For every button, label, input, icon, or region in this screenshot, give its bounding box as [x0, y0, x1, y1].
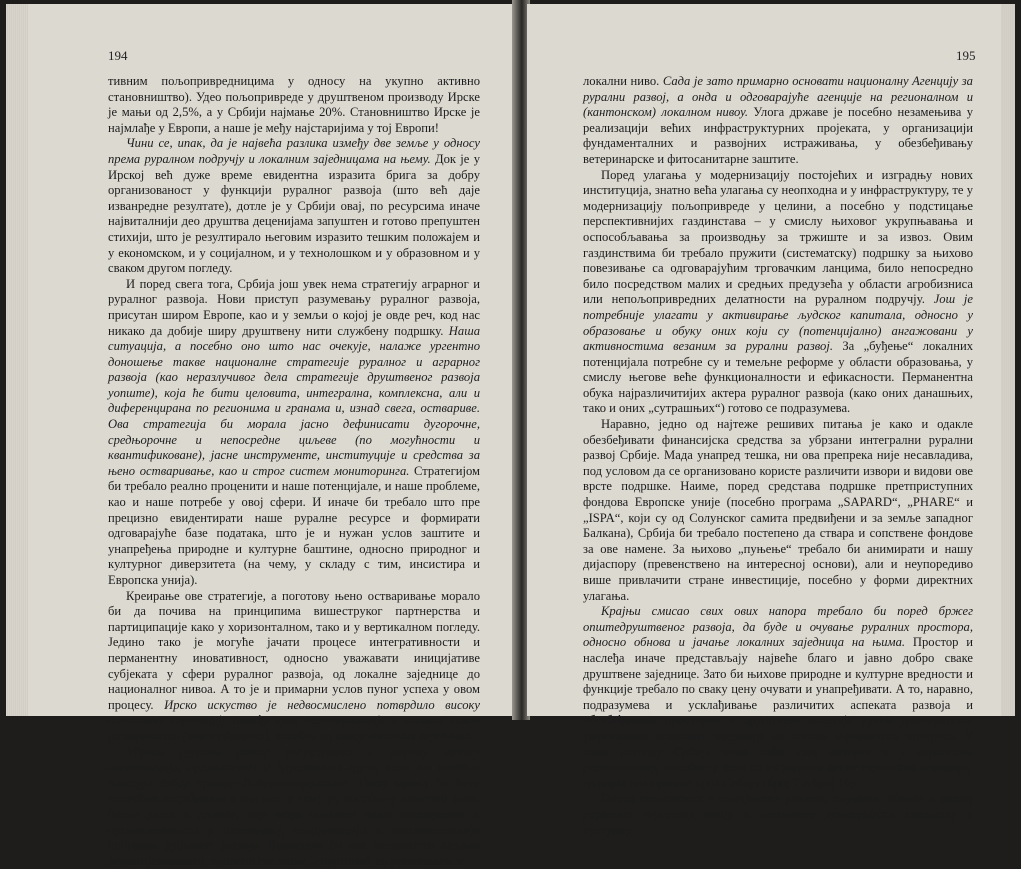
- page-edges-left: [6, 4, 28, 716]
- text-run: Поред улагања у модернизацију постојећих и изградњу нових институција, знатно већа улагања су неопходна и у инфраструктуру, те у модернизацију пољопривреде у целини, а посебно у подстицање перспективнијих газдинстава – у смислу њиховог укрупњавања и оспособљавања за производњу за тржиште и за извоз. Овим газдинствима би требало пружити (систематску) подршку за њихово повезивање са одговарајућим трговачким ланцима, било непосредно било посредством малих и средњих предузећа у области агробизниса или непољопривредних делатности на руралном подручју.: [583, 167, 973, 307]
- right-page-body: [583, 74, 973, 838]
- text-run: Наравно, једно од најтеже решивих питања је како и одакле обезбеђивати финансијска средства за убрзани интегрални рурални развој Србије. Мада унапред тешка, ни ова препрека није несавладива, под условом да се организовано користе различити извори и видови ове врсте подршке. Наиме, поред средстава подршке претприступних фондова Европске уније (посебно програма „SAPARD“, „PHARE“ и „ISPA“, који су од Солунског самита предвиђени и за земље западног Балкана), Србија би требало постепено да ствара и сопствене фондове за ове намене. За њихово „пуњење“ требало би анимирати и нашу дијаспору (превенствено на интересној основи), али и неупоредиво више привлачити стране инвестиције, посебно у форми директних улагања.: [583, 417, 973, 603]
- italic-text-run: Сада је зато примарно основати националну Агенцију за рурални развој, а онда и одговарајуће агенције на регионалном и (кантонском) локалном нивоу.: [583, 74, 973, 120]
- text-run: Такву мрежу ће бити потребно изграђивати и код нас, у чему је, посебно у почетној фази, битна улога и државе, која мора показати више иницијативе и организованости у планирању, координацији и имплементацији програма руралног развоја. Временом би ове активности ваљало децентрализовати, односно све више „спуштати“ на регионални и: [108, 775, 481, 868]
- italic-text-run: Чини се, ипак, да је највећа разлика између две земље у односу према руралном подручју и локалним заједницама на њему.: [108, 136, 480, 166]
- italic-text-run: Још је потребније улагати у активирање људског капитала, односно у образовање и обуку оних који су (потенцијално) ангажовани у активностима везаним за рурални развој.: [583, 292, 973, 354]
- paragraph: [108, 589, 480, 745]
- italic-text-run: Крајњи смисао свих ових напора требало би поред бржег општедруштвеног развоја, да буде и очување руралних простора, односно обнова и јачање локалних заједница на њима.: [583, 604, 973, 650]
- paragraph: [583, 791, 973, 838]
- paragraph: [583, 168, 973, 418]
- left-page: [6, 4, 520, 868]
- right-page-number: 195: [956, 48, 976, 63]
- page-edges-right: [1001, 4, 1015, 716]
- text-run: За „буђење“ локалних потенцијала потребне су и темељне реформе у области образовања, у смислу његове веће функционалности и ефикасности. Перманентна обука најразличитијих актера руралног развоја (како оних данашњих, тако и оних „сутрашњих“) готово се подразумева.: [583, 339, 973, 416]
- text-run: Поред економских и социјалних разлога, очување, обнова и развој руралних заједница имају и наглашену демографску, еколошку и културну: [583, 791, 973, 837]
- italic-text-run: Наша ситуација, а посебно оно што нас очекује, налаже ургентно доношење такве националне стратегије руралног и аграрног развоја (као неразлучивог дела стратегије друштвеног развоја уопште), која ће бити целовита, интегрална, комплексна, али и диференцирана по регионима и гранама и, изнад свега, оствариве. Ова стратегија би морала јасно дефинисати дугорочне, средњорочне и непосредне циљеве (по могућности и квантификоване), јасне инструменте, институције и средства за њено остваривање, као и строг систем мониторинга.: [108, 323, 480, 478]
- text-run: Док је у Ирској већ дуже време евидентна изразита брига за добру организованост у функцији руралног развоја (што већ даје изванредне резултате), дотле је у Србији овај, по ресурсима иначе највиталнији део друштва деценијама запуштен и готово препуштен стихији, што је резултирало његовим изразито тешким положајем и у економском, и у социјалном, и у технолошком и у образовном и у сваком другом погледу.: [108, 151, 480, 276]
- right-page: [527, 4, 1015, 837]
- paragraph: [108, 745, 480, 869]
- text-run: Улога државе је посебно незамењива у реализацији већих инфраструктурних пројеката, у организацији фундаменталних и развојних истраживања, у обезбеђивању ветеринарске и фитосанитарне заштите.: [583, 105, 973, 166]
- italic-text-run: Ирско искуство је недвосмислено потврдило високу позитивну корелацију између пуне партиципације и високог нивоа развијености (као и обрнуто), посебно на нивоу локалних заједница.: [108, 697, 480, 743]
- left-page-body: [108, 74, 480, 869]
- text-run: Простор и наслеђа иначе представљају највеће благо и јавно добро сваке друштвене заједнице. Зато би њихове природне и културне вредности и функције требало по сваку цену очувати и унапређивати. А то, наравно, подразумева и усклађивање различитих аспеката развоја и обезбеђивање просторне и друштвене кохезије путем демократског умрежавања локалних заједница на основу заједничких интереса. У овом погледу Србија може наћи свој интерес и у европском регионализму, посебно у вези са изградњом десет европских коридора, од којих два пролазе кроз Србију (број 7 и број 10).: [583, 635, 974, 790]
- italic-text-run: Убрзан рурални развој подразумева и широку мрежу институција, организација и друштвених група, како то посебно показује добар пример Лидер-иницијативе.: [108, 744, 480, 790]
- text-run: тивним пољопривредницима у односу на укупно активно становништво). Удео пољопривреде у друштвеном производу Ирске је мањи од 2,5%, а у Србији најмање 20%. Становништво Ирске је најмлађе у Европи, а наше је међу најстаријима у тој Европи!: [108, 74, 480, 135]
- paragraph: [583, 417, 973, 604]
- paragraph: [108, 136, 480, 276]
- text-run: Стратегијом би требало реално проценити и наше потенцијале, и наше проблеме, као и наше потребе у овој сфери. И иначе би требало што пре прецизно евидентирати наше руралне ресурсе и формирати одговарајуће базе података, што је и нужан услов заштите и унапређења природне и културне баштине, односно природног и културног диверзитета (на чему, у складу с тим, инсистира и Европска унија).: [108, 463, 481, 587]
- paragraph: [108, 74, 480, 136]
- text-run: Креирање ове стратегије, а поготову њено остваривање морало би да почива на принципима вишеструког партнерства и партиципације како у хоризонталном, тако и у вертикалном погледу. Једино тако је могуће јачати процесе интегративности и перманентну иновативност, односно уважавати иницијативе субјеката у сфери руралног развоја, од локалне заједнице до националног нивоа. А то је и примарни услов пуног успеха у овом процесу.: [108, 588, 480, 712]
- paragraph: [583, 74, 973, 168]
- paragraph: [108, 277, 480, 589]
- text-run: локални ниво.: [583, 74, 663, 88]
- paragraph: [583, 604, 973, 791]
- left-page-number: 194: [108, 48, 128, 63]
- text-run: И поред свега тога, Србија још увек нема стратегију аграрног и руралног развоја. Нови приступ разумевању руралног развоја, присутан широм Европе, као и у земљи о којој је овде реч, код нас никако да добије ширу друштвену нити службену подршку.: [108, 276, 480, 338]
